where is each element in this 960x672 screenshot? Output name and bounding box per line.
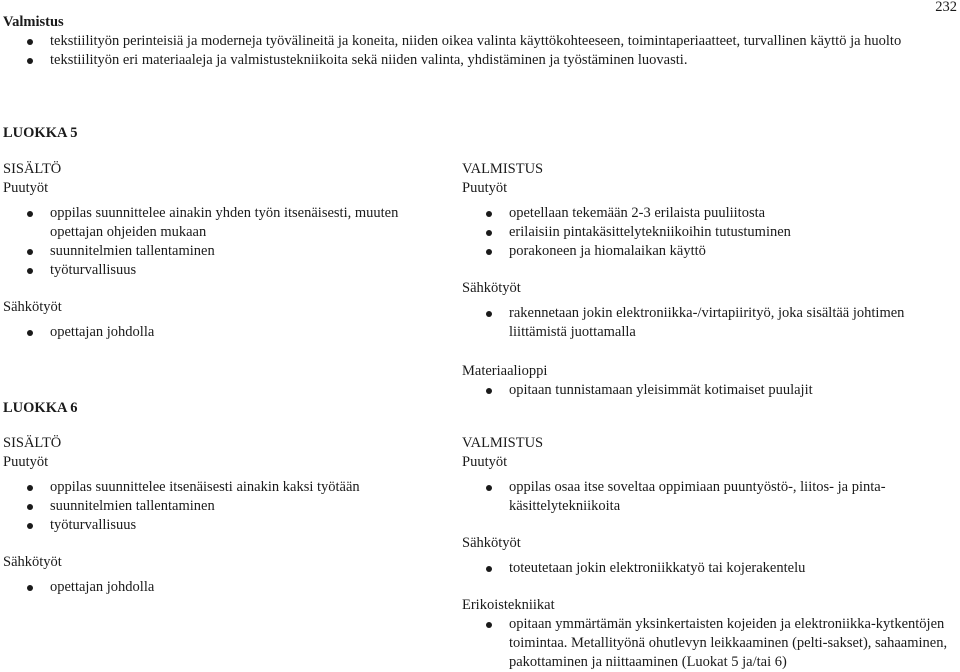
list-item: tekstiilityön eri materiaaleja ja valmistustekniikoita sekä niiden valinta, yhdistäminen ja työstäminen luovasti. [3, 51, 933, 70]
special-techniques-label: Erikoistekniikat [462, 597, 555, 613]
list-item: tekstiilityön perinteisiä ja moderneja työvälineitä ja koneita, niiden oikea valinta käyttökohteeseen, toimintaperiaatteet, turvallinen käyttö ja huolto [3, 32, 933, 51]
materials-label: Materiaalioppi [462, 363, 548, 379]
woodwork-list [462, 204, 942, 261]
list-item: opitaan tunnistamaan yleisimmät kotimaiset puulajit [462, 381, 942, 400]
page-number: 232 [935, 0, 957, 15]
list-item: oppilas suunnittelee ainakin yhden työn itsenäisesti, muuten opettajan ohjeiden mukaan [3, 204, 423, 242]
grade6-skills-column [462, 434, 948, 672]
special-techniques-list [462, 615, 957, 672]
intro-heading: Valmistus [3, 14, 64, 30]
skills-heading: VALMISTUS [462, 435, 544, 451]
intro-list [3, 32, 933, 70]
list-item: porakoneen ja hiomalaikan käyttö [462, 242, 942, 261]
grade5-content-column [3, 160, 423, 342]
list-item: erilaisiin pintakäsittelytekniikoihin tutustuminen [462, 223, 942, 242]
electronics-list [3, 323, 423, 342]
list-item: työturvallisuus [3, 261, 423, 280]
list-item: työturvallisuus [3, 516, 423, 535]
list-item: opettajan johdolla [3, 578, 423, 597]
electronics-label: Sähkötyöt [462, 535, 521, 551]
electronics-list [462, 304, 942, 342]
list-item: opetellaan tekemään 2-3 erilaista puuliitosta [462, 204, 942, 223]
list-item: suunnitelmien tallentaminen [3, 242, 423, 261]
grade6-content-column [3, 434, 423, 597]
content-heading: SISÄLTÖ [3, 435, 62, 451]
list-item: opettajan johdolla [3, 323, 423, 342]
list-item: oppilas suunnittelee itsenäisesti ainakin kaksi työtään [3, 478, 423, 497]
intro-section [3, 13, 933, 70]
list-item: suunnitelmien tallentaminen [3, 497, 423, 516]
electronics-list [462, 559, 942, 578]
list-item: rakennetaan jokin elektroniikka-/virtapiirityö, joka sisältää johtimen liittämistä juottamalla [462, 304, 942, 342]
content-heading: SISÄLTÖ [3, 161, 62, 177]
materials-list [462, 381, 942, 400]
woodwork-label: Puutyöt [3, 180, 49, 196]
electronics-label: Sähkötyöt [3, 554, 62, 570]
list-item: oppilas osaa itse soveltaa oppimiaan puuntyöstö-, liitos- ja pinta-käsittelytekniikoita [462, 478, 922, 516]
skills-heading: VALMISTUS [462, 161, 544, 177]
woodwork-label: Puutyöt [3, 454, 49, 470]
electronics-label: Sähkötyöt [3, 299, 62, 315]
list-item: opitaan ymmärtämän yksinkertaisten kojeiden ja elektroniikka-kytkentöjen toimintaa. Metallityönä ohutlevyn leikkaaminen (pelti-sakset), sahaaminen, pakottaminen ja niittaaminen (Luokat 5 ja/tai 6) [462, 615, 957, 672]
woodwork-label: Puutyöt [462, 454, 508, 470]
woodwork-list [462, 478, 922, 516]
electronics-label: Sähkötyöt [462, 280, 521, 296]
grade5-skills-column [462, 160, 942, 400]
woodwork-list [3, 478, 423, 535]
woodwork-label: Puutyöt [462, 180, 508, 196]
electronics-list [3, 578, 423, 597]
list-item: toteutetaan jokin elektroniikkatyö tai kojerakentelu [462, 559, 942, 578]
grade5-title: LUOKKA 5 [3, 125, 78, 141]
woodwork-list [3, 204, 423, 280]
grade6-title: LUOKKA 6 [3, 400, 78, 416]
